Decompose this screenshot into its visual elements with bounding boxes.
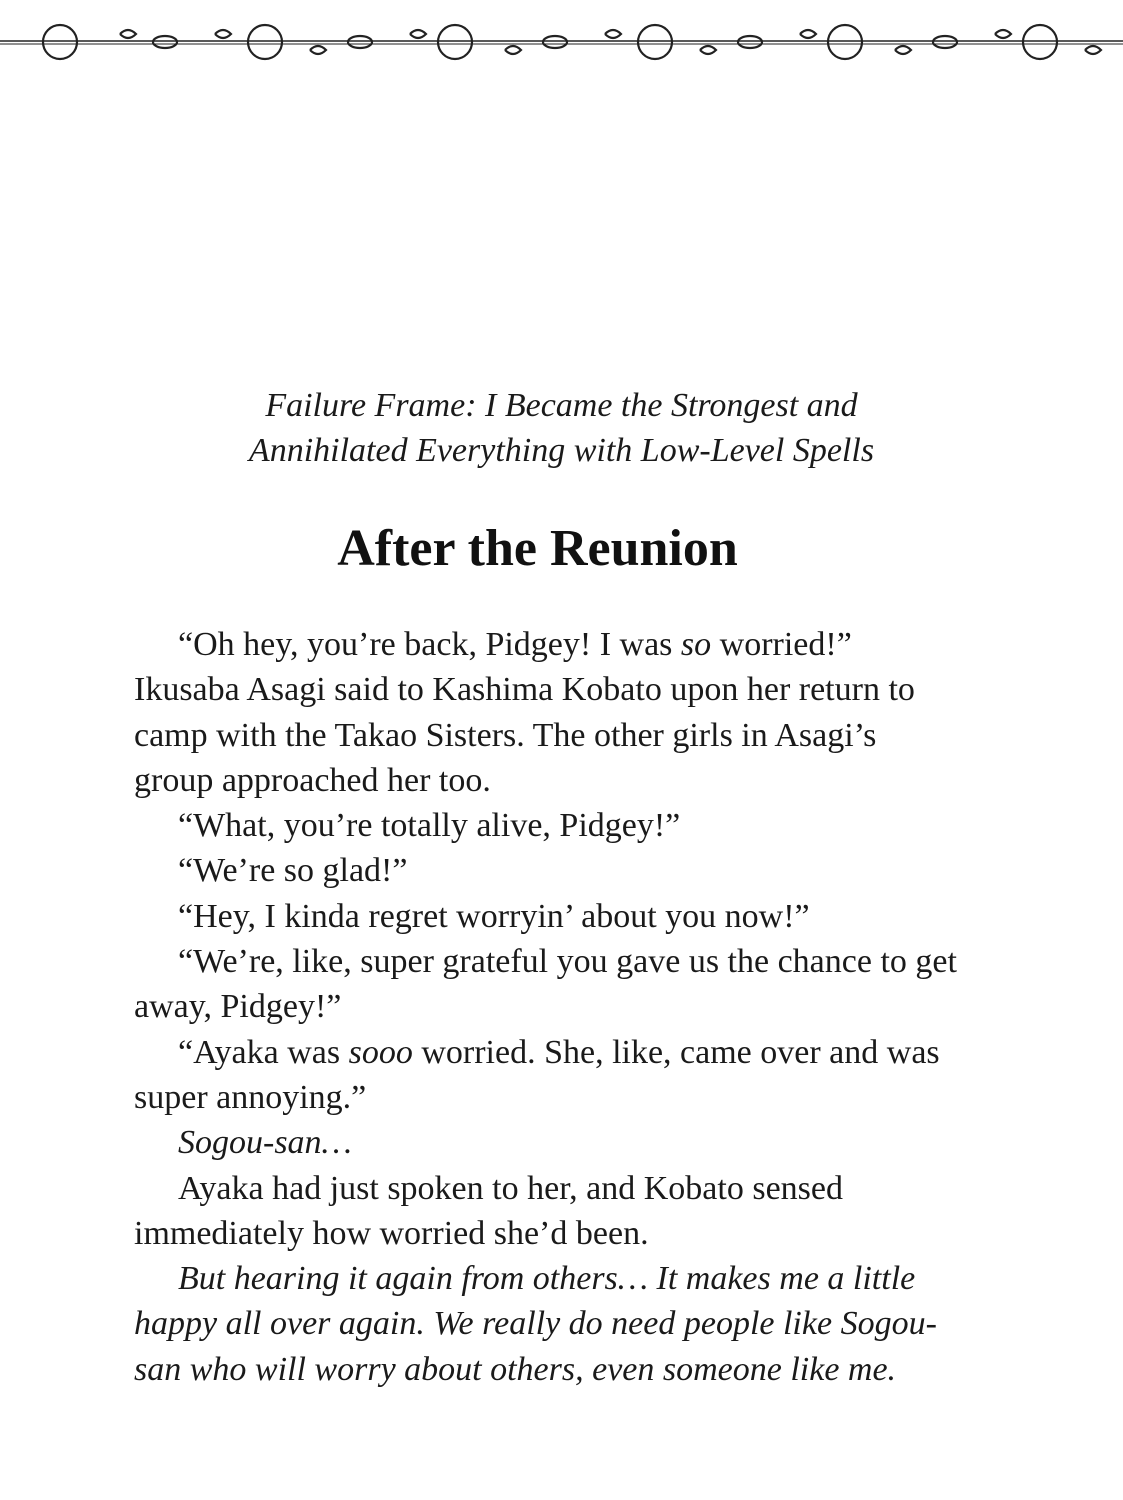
chapter-body <box>134 622 964 1392</box>
book-title-line-2: Annihilated Everything with Low-Level Spells <box>248 432 875 469</box>
paragraph-1-emphasis: so <box>680 626 712 663</box>
paragraph-6-emphasis: sooo <box>348 1033 413 1071</box>
book-title <box>0 383 1123 473</box>
paragraph-3: “We’re so glad!” <box>178 852 408 890</box>
paragraph-6 <box>134 1030 964 1121</box>
paragraph-6-part-c: worried. She, like, came over and was super annoying.” <box>134 1033 940 1116</box>
paragraph-2: “What, you’re totally alive, Pidgey!” <box>178 807 681 845</box>
paragraph-1 <box>134 622 964 803</box>
paragraph-6-part-a: “Ayaka was <box>178 1033 349 1071</box>
paragraph-1-part-c: worried!” Ikusaba Asagi said to Kashima Kobato upon her return to camp with the Takao Sisters. The other girls in Asagi’s group approached her too. <box>134 626 915 799</box>
paragraph-8: Ayaka had just spoken to her, and Kobato sensed immediately how worried she’d been. <box>134 1169 843 1252</box>
paragraph-7-thought: Sogou-san… <box>178 1124 352 1162</box>
paragraph-5: “We’re, like, super grateful you gave us the chance to get away, Pidgey!” <box>134 943 957 1026</box>
chapter-title: After the Reunion <box>337 520 738 577</box>
book-title-line-1: Failure Frame: I Became the Strongest and <box>265 387 858 424</box>
chain-border-ornament <box>0 10 1123 72</box>
paragraph-9-thought: But hearing it again from others… It makes me a little happy all over again. We really do need people like Sogou-san who will worry about others, even someone like me. <box>134 1260 937 1388</box>
paragraph-4: “Hey, I kinda regret worryin’ about you now!” <box>178 897 810 935</box>
paragraph-1-part-a: “Oh hey, you’re back, Pidgey! I was <box>178 626 681 663</box>
